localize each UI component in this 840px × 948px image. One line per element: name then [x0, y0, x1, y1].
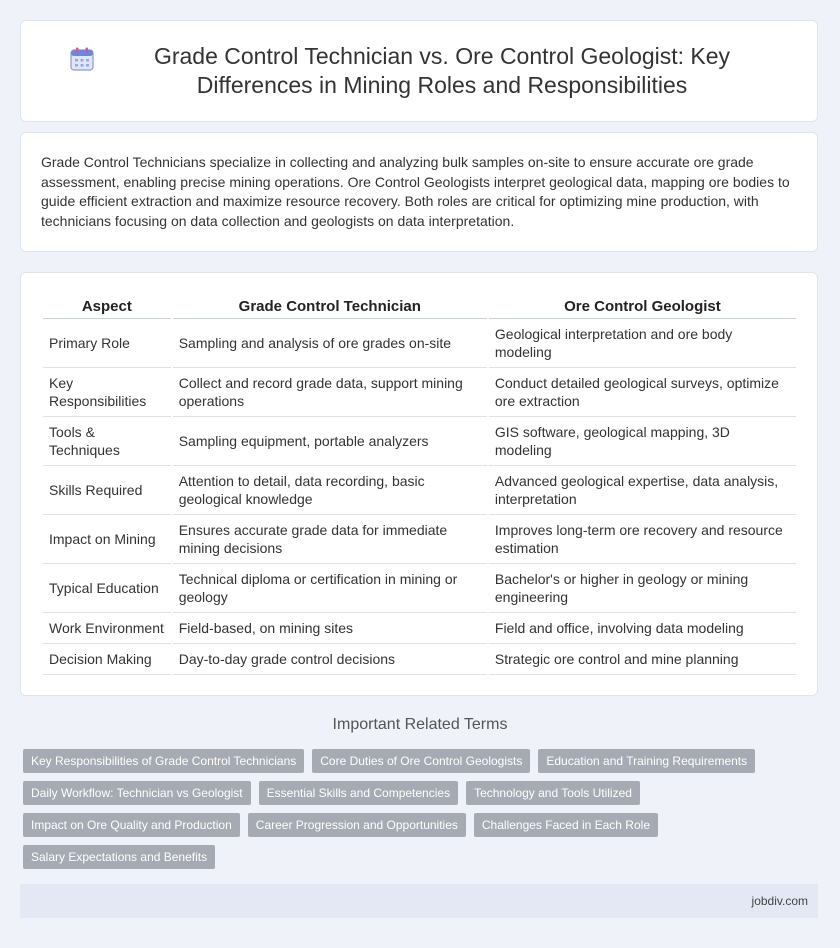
- table-row: [43, 613, 796, 644]
- row-technician: Field-based, on mining sites: [173, 613, 487, 644]
- row-aspect: Decision Making: [43, 644, 171, 675]
- row-technician: Collect and record grade data, support mining operations: [173, 368, 487, 417]
- row-technician: Technical diploma or certification in mining or geology: [173, 564, 487, 613]
- row-geologist: Bachelor's or higher in geology or mining engineering: [489, 564, 796, 613]
- row-geologist: Geological interpretation and ore body modeling: [489, 319, 796, 368]
- header-geologist: Ore Control Geologist: [489, 293, 796, 319]
- row-geologist: Strategic ore control and mine planning: [489, 644, 796, 675]
- row-technician: Day-to-day grade control decisions: [173, 644, 487, 675]
- row-aspect: Work Environment: [43, 613, 171, 644]
- related-term-tag[interactable]: Career Progression and Opportunities: [248, 813, 466, 837]
- row-geologist: GIS software, geological mapping, 3D modeling: [489, 417, 796, 466]
- table-row: [43, 368, 796, 417]
- header-aspect: Aspect: [43, 293, 171, 319]
- related-term-tag[interactable]: Salary Expectations and Benefits: [23, 845, 215, 869]
- related-term-tag[interactable]: Essential Skills and Competencies: [259, 781, 458, 805]
- table-row: [43, 644, 796, 675]
- comparison-card: [20, 272, 818, 696]
- table-row: [43, 515, 796, 564]
- related-term-tag[interactable]: Impact on Ore Quality and Production: [23, 813, 240, 837]
- row-geologist: Improves long-term ore recovery and resource estimation: [489, 515, 796, 564]
- row-technician: Sampling equipment, portable analyzers: [173, 417, 487, 466]
- footer-site-link[interactable]: jobdiv.com: [751, 894, 808, 908]
- intro-card: [20, 132, 818, 252]
- related-term-tag[interactable]: Challenges Faced in Each Role: [474, 813, 658, 837]
- table-row: [43, 564, 796, 613]
- intro-text: Grade Control Technicians specialize in collecting and analyzing bulk samples on-site to ensure accurate ore grade assessment, enabling precise mining operations. Ore Control Geologists interpret geological data, mapping ore bodies to guide efficient extraction and maximize resource recovery. Both roles are critical for optimizing mine production, with technicians focusing on data collection and geologists on data interpretation.: [41, 154, 790, 229]
- row-aspect: Tools & Techniques: [43, 417, 171, 466]
- table-row: [43, 417, 796, 466]
- row-technician: Ensures accurate grade data for immediate mining decisions: [173, 515, 487, 564]
- related-terms-list: [23, 749, 813, 877]
- row-aspect: Primary Role: [43, 319, 171, 368]
- row-aspect: Impact on Mining: [43, 515, 171, 564]
- comparison-table: [41, 293, 798, 675]
- row-geologist: Conduct detailed geological surveys, optimize ore extraction: [489, 368, 796, 417]
- footer: [20, 884, 818, 918]
- row-aspect: Typical Education: [43, 564, 171, 613]
- related-term-tag[interactable]: Key Responsibilities of Grade Control Technicians: [23, 749, 304, 773]
- row-geologist: Field and office, involving data modeling: [489, 613, 796, 644]
- table-header-row: [43, 293, 796, 319]
- calendar-icon: [69, 46, 95, 72]
- table-row: [43, 319, 796, 368]
- related-terms-title: Important Related Terms: [332, 716, 508, 733]
- related-term-tag[interactable]: Core Duties of Ore Control Geologists: [312, 749, 530, 773]
- row-technician: Sampling and analysis of ore grades on-site: [173, 319, 487, 368]
- header-technician: Grade Control Technician: [173, 293, 487, 319]
- related-term-tag[interactable]: Daily Workflow: Technician vs Geologist: [23, 781, 251, 805]
- table-row: [43, 466, 796, 515]
- related-term-tag[interactable]: Education and Training Requirements: [538, 749, 755, 773]
- row-aspect: Key Responsibilities: [43, 368, 171, 417]
- header-card: [20, 20, 818, 122]
- related-term-tag[interactable]: Technology and Tools Utilized: [466, 781, 640, 805]
- row-technician: Attention to detail, data recording, basic geological knowledge: [173, 466, 487, 515]
- row-geologist: Advanced geological expertise, data analysis, interpretation: [489, 466, 796, 515]
- row-aspect: Skills Required: [43, 466, 171, 515]
- page-title: Grade Control Technician vs. Ore Control Geologist: Key Differences in Mining Roles and Responsibilities: [153, 43, 731, 98]
